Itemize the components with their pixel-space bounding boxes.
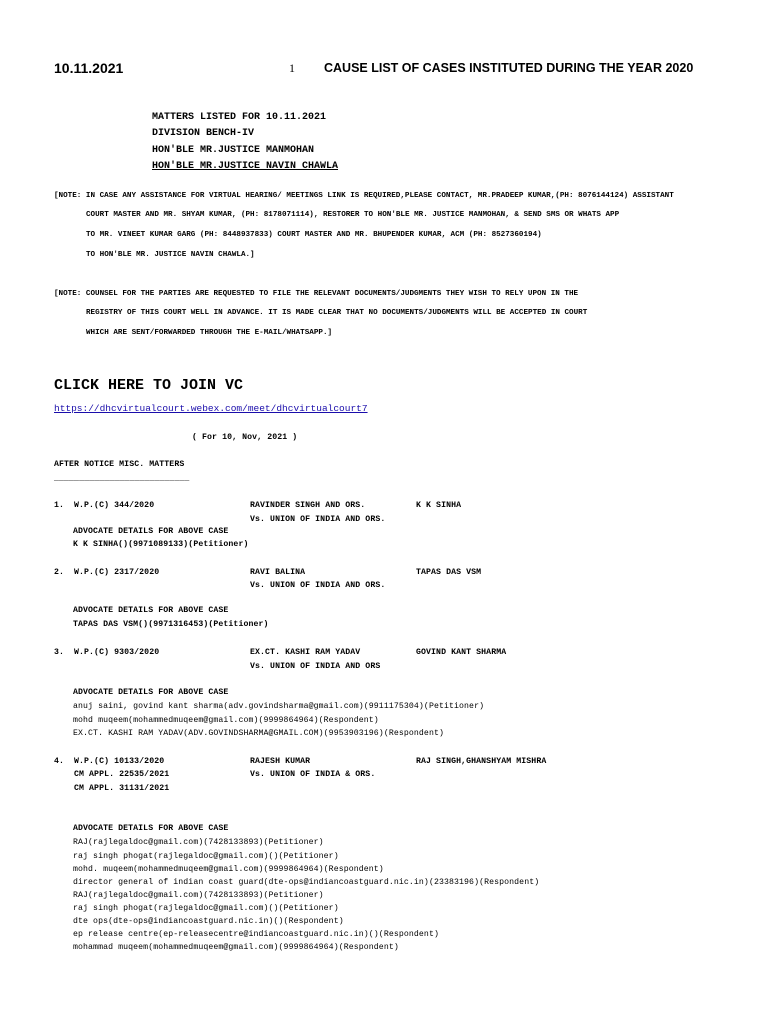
bench-division: DIVISION BENCH-IV [152, 128, 255, 139]
advocate-line: ep release centre(ep-releasecentre@indiancoastguard.nic.in)()(Respondent) [73, 930, 439, 939]
advocate-line: mohammad muqeem(mohammedmuqeem@gmail.com)(9999864964)(Respondent) [73, 943, 399, 952]
advocate-line: TAPAS DAS VSM()(9971316453)(Petitioner) [73, 620, 269, 629]
advocate-line: raj singh phogat(rajlegaldoc@gmail.com)()(Petitioner) [73, 852, 339, 861]
case-title: CM APPL. 22535/2021 [74, 770, 170, 779]
petitioner-name: RAVI BALINA [250, 568, 306, 577]
advocate-line: mohd muqeem(mohammedmuqeem@gmail.com)(9999864964)(Respondent) [73, 716, 379, 725]
note-2-line: [NOTE: COUNSEL FOR THE PARTIES ARE REQUESTED TO FILE THE RELEVANT DOCUMENTS/JUDGMENTS THEY WISH TO RELY UPON IN THE [54, 290, 579, 298]
bench-judge-1: HON'BLE MR.JUSTICE MANMOHAN [152, 145, 315, 156]
respondent-name: Vs. UNION OF INDIA AND ORS. [250, 515, 386, 524]
note-2-line: REGISTRY OF THIS COURT WELL IN ADVANCE. IT IS MADE CLEAR THAT NO DOCUMENTS/JUDGMENTS WILL BE ACCEPTED IN COURT [86, 309, 588, 317]
case-number: 2. [54, 568, 65, 577]
counsel-name: TAPAS DAS VSM [416, 568, 482, 577]
section-heading: AFTER NOTICE MISC. MATTERS [54, 460, 185, 469]
case-number: 1. [54, 501, 65, 510]
note-2-line: WHICH ARE SENT/FORWARDED THROUGH THE E-MAIL/WHATSAPP.] [86, 329, 333, 337]
advocate-line: K K SINHA()(9971089133)(Petitioner) [73, 540, 249, 549]
advocate-line: RAJ(rajlegaldoc@gmail.com)(7428133893)(Petitioner) [73, 891, 324, 900]
page-title: CAUSE LIST OF CASES INSTITUTED DURING THE YEAR 2020 [324, 61, 694, 75]
note-1-line: COURT MASTER AND MR. SHYAM KUMAR, (PH: 8178071114), RESTORER TO HON'BLE MR. JUSTICE MANMOHAN, & SEND SMS OR WHATS APP [86, 211, 620, 219]
respondent-name: Vs. UNION OF INDIA AND ORS [250, 662, 381, 671]
note-1-line: TO HON'BLE MR. JUSTICE NAVIN CHAWLA.] [86, 251, 255, 259]
case-number: 4. [54, 757, 65, 766]
note-1-line: TO MR. VINEET KUMAR GARG (PH: 8448937833) COURT MASTER AND MR. BHUPENDER KUMAR, ACM (PH: 8527360194) [86, 231, 542, 239]
petitioner-name: EX.CT. KASHI RAM YADAV [250, 648, 361, 657]
listing-date: ( For 10, Nov, 2021 ) [192, 433, 298, 442]
vc-link[interactable]: https://dhcvirtualcourt.webex.com/meet/dhcvirtualcourt7 [54, 403, 368, 414]
respondent-name: Vs. UNION OF INDIA & ORS. [250, 770, 376, 779]
counsel-name: RAJ SINGH,GHANSHYAM MISHRA [416, 757, 547, 766]
case-title: CM APPL. 31131/2021 [74, 784, 170, 793]
case-title: W.P.(C) 2317/2020 [74, 568, 160, 577]
advocate-line: mohd. muqeem(mohammedmuqeem@gmail.com)(9999864964)(Respondent) [73, 865, 384, 874]
advocate-heading: ADVOCATE DETAILS FOR ABOVE CASE [73, 606, 229, 615]
advocate-line: anuj saini, govind kant sharma(adv.govindsharma@gmail.com)(9911175304)(Petitioner) [73, 702, 485, 711]
page-number: 1 [289, 61, 295, 75]
advocate-line: director general of indian coast guard(dte-ops@indiancoastguard.nic.in)(23383196)(Respondent) [73, 878, 540, 887]
advocate-line: raj singh phogat(rajlegaldoc@gmail.com)()(Petitioner) [73, 904, 339, 913]
advocate-line: dte ops(dte-ops@indiancoastguard.nic.in)()(Respondent) [73, 917, 344, 926]
case-title: W.P.(C) 9303/2020 [74, 648, 160, 657]
advocate-heading: ADVOCATE DETAILS FOR ABOVE CASE [73, 527, 229, 536]
counsel-name: GOVIND KANT SHARMA [416, 648, 507, 657]
advocate-line: EX.CT. KASHI RAM YADAV(ADV.GOVINDSHARMA@GMAIL.COM)(9953903196)(Respondent) [73, 729, 444, 738]
bench-matters-listed: MATTERS LISTED FOR 10.11.2021 [152, 112, 327, 123]
advocate-heading: ADVOCATE DETAILS FOR ABOVE CASE [73, 824, 229, 833]
advocate-heading: ADVOCATE DETAILS FOR ABOVE CASE [73, 688, 229, 697]
header-date: 10.11.2021 [54, 60, 124, 76]
join-vc-heading: CLICK HERE TO JOIN VC [54, 377, 244, 394]
petitioner-name: RAJESH KUMAR [250, 757, 311, 766]
section-rule: ___________________________ [54, 474, 190, 483]
counsel-name: K K SINHA [416, 501, 462, 510]
note-1-line: [NOTE: IN CASE ANY ASSISTANCE FOR VIRTUAL HEARING/ MEETINGS LINK IS REQUIRED,PLEASE CONTACT, MR.PRADEEP KUMAR,(PH: 8076144124) ASSISTANT [54, 192, 674, 200]
case-title: W.P.(C) 344/2020 [74, 501, 155, 510]
case-title: W.P.(C) 10133/2020 [74, 757, 165, 766]
advocate-line: RAJ(rajlegaldoc@gmail.com)(7428133893)(Petitioner) [73, 838, 324, 847]
case-number: 3. [54, 648, 65, 657]
bench-judge-2: HON'BLE MR.JUSTICE NAVIN CHAWLA [152, 161, 339, 172]
petitioner-name: RAVINDER SINGH AND ORS. [250, 501, 366, 510]
respondent-name: Vs. UNION OF INDIA AND ORS. [250, 581, 386, 590]
